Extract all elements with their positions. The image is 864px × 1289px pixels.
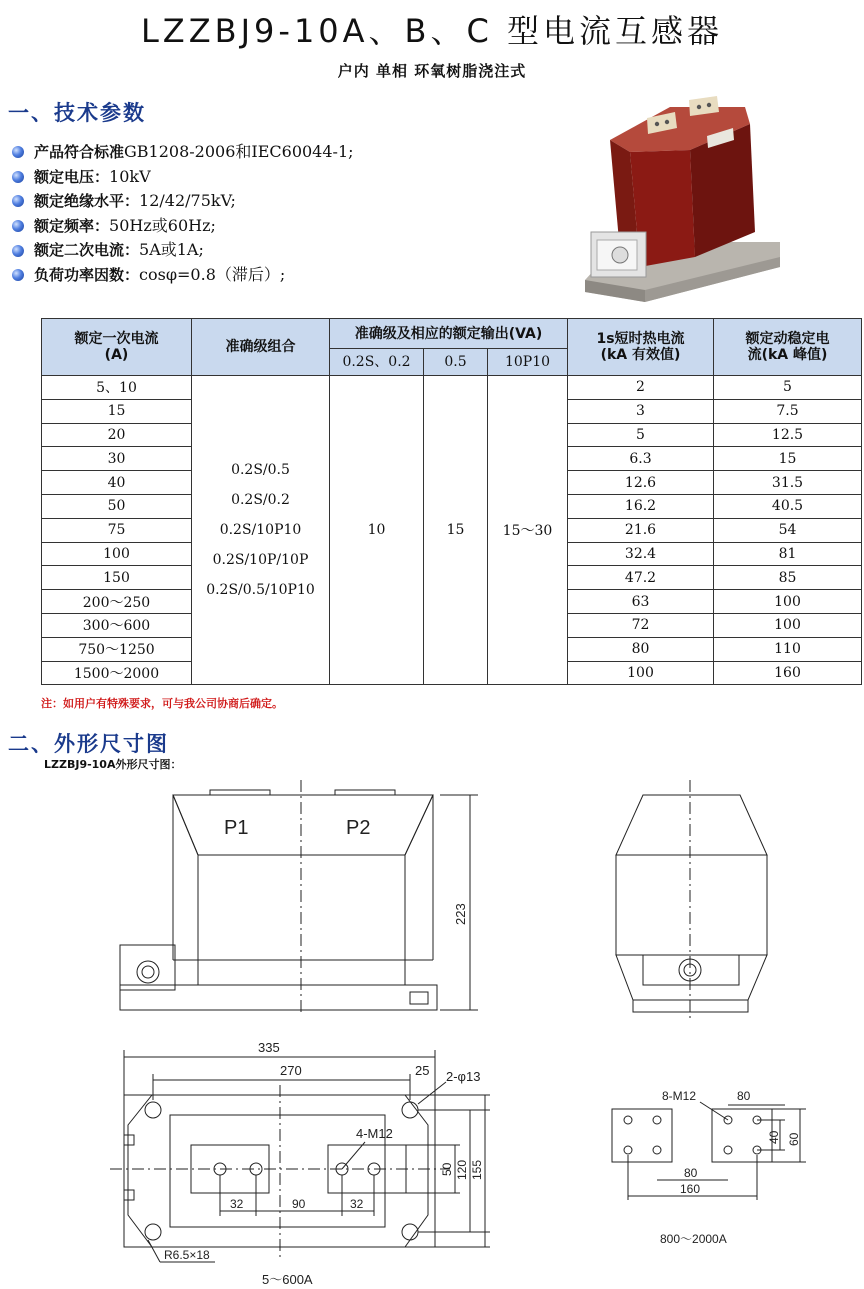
bullet-icon [12, 195, 24, 207]
col-primary-current: 额定一次电流 (A) [42, 319, 192, 376]
dim-80top: 80 [737, 1089, 751, 1103]
p1-label: P1 [224, 817, 249, 839]
spec-table [41, 318, 862, 685]
col-accuracy-combo: 准确级组合 [192, 319, 330, 376]
col-output-02: 0.2S、0.2 [330, 349, 424, 376]
bullet-icon [12, 269, 24, 281]
param-item: 额定电压： 10kV [12, 165, 354, 190]
product-photo [585, 92, 785, 302]
col-thermal-current: 1s短时热电流 (kA 有效值) [568, 319, 714, 376]
col-dynamic-current: 额定动稳定电 流(kA 峰值) [714, 319, 862, 376]
table-row: 75 21.6 54 [42, 518, 862, 542]
plan-caption: 5～600A [262, 1272, 313, 1287]
output-05-cell: 15 [424, 376, 488, 685]
dim-155: 155 [470, 1159, 484, 1180]
table-row: 15 3 7.5 [42, 399, 862, 423]
dim-335: 335 [258, 1040, 280, 1055]
table-row: 5、10 0.2S/0.5 0.2S/0.2 0.2S/10P10 0.2S/10P/10P 0.2S/0.5/10P10 10 15 15～30 2 5 [42, 376, 862, 400]
dim-m12: 4-M12 [356, 1126, 393, 1141]
param-item: 额定绝缘水平： 12/42/75kV; [12, 189, 354, 214]
terminal-caption: 800～2000A [660, 1232, 727, 1246]
dim-160: 160 [680, 1182, 701, 1196]
dim-90: 90 [292, 1197, 306, 1211]
accuracy-combo-cell: 0.2S/0.5 0.2S/0.2 0.2S/10P10 0.2S/10P/10P 0.2S/0.5/10P10 [192, 376, 330, 685]
plan-view [110, 1040, 490, 1262]
table-note: 注：如用户有特殊要求，可与我公司协商后确定。 [41, 697, 283, 710]
front-view [120, 780, 478, 1015]
bullet-icon [12, 245, 24, 257]
dim-120: 120 [455, 1159, 469, 1180]
dim-80mid: 80 [684, 1166, 698, 1180]
bullet-icon [12, 220, 24, 232]
table-row: 200～250 63 100 [42, 590, 862, 614]
drawing-label: LZZBJ9-10A外形尺寸图： [44, 758, 182, 771]
table-row: 300～600 72 100 [42, 613, 862, 637]
p2-label: P2 [346, 817, 371, 839]
dim-40: 40 [767, 1130, 781, 1144]
col-output-10p10: 10P10 [488, 349, 568, 376]
output-02-cell: 10 [330, 376, 424, 685]
dim-50: 50 [440, 1162, 454, 1176]
dim-8m12: 8-M12 [662, 1089, 697, 1103]
terminal-view [612, 1089, 806, 1200]
bullet-icon [12, 146, 24, 158]
dim-223: 223 [453, 903, 468, 925]
dim-25: 25 [415, 1063, 430, 1078]
table-row: 20 5 12.5 [42, 423, 862, 447]
dim-32b: 32 [350, 1197, 364, 1211]
col-rated-output: 准确级及相应的额定输出(VA) [330, 319, 568, 349]
dim-270: 270 [280, 1063, 302, 1078]
table-row: 30 6.3 15 [42, 447, 862, 471]
bullet-icon [12, 171, 24, 183]
table-row: 50 16.2 40.5 [42, 494, 862, 518]
col-output-05: 0.5 [424, 349, 488, 376]
param-item: 负荷功率因数： cosφ=0.8（滞后）; [12, 263, 354, 288]
param-list [12, 140, 354, 288]
param-item: 产品符合标准 GB1208-2006和IEC60044-1; [12, 140, 354, 165]
table-row: 40 12.6 31.5 [42, 471, 862, 495]
dim-slot: R6.5×18 [164, 1248, 210, 1262]
table-row: 750～1250 80 110 [42, 637, 862, 661]
dim-32a: 32 [230, 1197, 244, 1211]
table-row: 150 47.2 85 [42, 566, 862, 590]
param-item: 额定二次电流： 5A或1A; [12, 238, 354, 263]
dimension-drawing [0, 770, 864, 1289]
dim-60: 60 [787, 1132, 801, 1146]
section-title-specs: 一、技术参数 [8, 101, 146, 125]
table-row: 1500～2000 100 160 [42, 661, 862, 685]
section-title-dimensions: 二、外形尺寸图 [8, 732, 169, 756]
page-subtitle: 户内 单相 环氧树脂浇注式 [337, 62, 527, 80]
table-row: 100 32.4 81 [42, 542, 862, 566]
param-item: 额定频率： 50Hz或60Hz; [12, 214, 354, 239]
dim-holes: 2-φ13 [446, 1069, 481, 1084]
output-10p10-cell: 15～30 [488, 376, 568, 685]
page-title: LZZBJ9-10A、B、C 型电流互感器 [140, 12, 724, 50]
side-view [616, 780, 767, 1020]
